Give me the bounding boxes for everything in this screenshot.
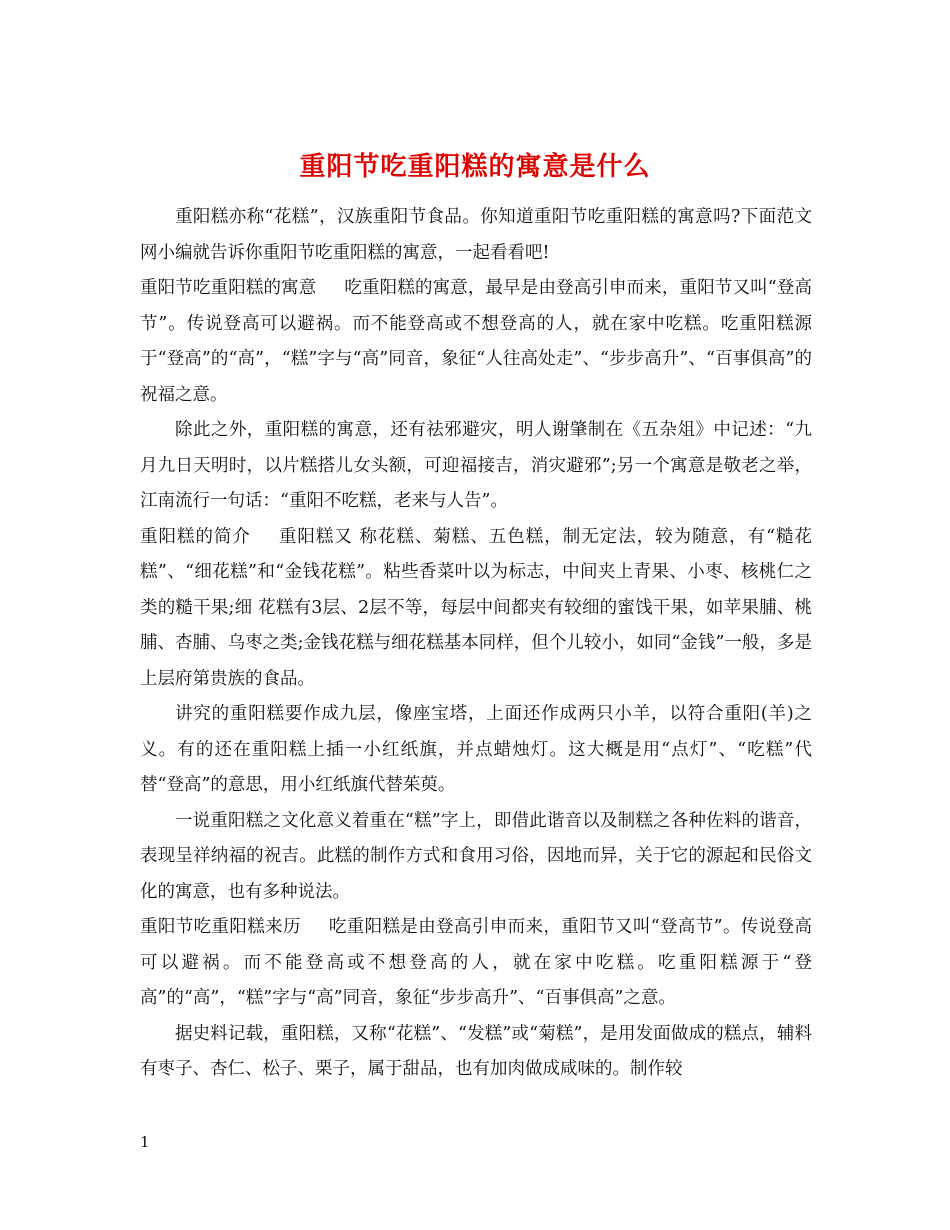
paragraph-text: 据史料记载，重阳糕，又称“花糕”、“发糕”或“菊糕”，是用发面做成的糕点，辅料有枣子、杏仁、松子、栗子，属于甜品，也有加肉做成咸味的。制作较 [140, 1023, 812, 1079]
page-title: 重阳节吃重阳糕的寓意是什么 [299, 152, 651, 183]
paragraph-text: 吃重阳糕是由登高引申而来，重阳节又叫“登高节”。传说登高可以避祸。而不能登高或不想登高的人，就在家中吃糕。吃重阳糕源于“登高”的“高”，“糕”字与“高”同音，象征“步步高升”、“百事俱高”之意。 [140, 917, 812, 1008]
section-heading: 重阳节吃重阳糕的寓意 [140, 278, 317, 298]
section-meaning [140, 271, 812, 413]
section-origin [140, 910, 812, 1017]
paragraph-text: 重阳糕亦称“花糕”，汉族重阳节食品。你知道重阳节吃重阳糕的寓意吗?下面范文网小编就告诉你重阳节吃重阳糕的寓意，一起看看吧! [140, 207, 812, 263]
paragraph-nine-layers [140, 697, 812, 804]
paragraph-text: 吃重阳糕的寓意，最早是由登高引申而来，重阳节又叫“登高节”。传说登高可以避祸。而不能登高或不想登高的人，就在家中吃糕。吃重阳糕源于“登高”的“高”，“糕”字与“高”同音，象征“人往高处走”、“步步高升”、“百事俱高”的祝福之意。 [140, 278, 812, 405]
paragraph-text: 重阳糕又 称花糕、菊糕、五色糕，制无定法，较为随意，有“糙花糕”、“细花糕”和“金钱花糕”。粘些香菜叶以为标志，中间夹上青果、小枣、核桃仁之类的糙干果;细 花糕有3层、2层不等，每层中间都夹有较细的蜜饯干果，如苹果脯、桃脯、杏脯、乌枣之类;金钱花糕与细花糕基本同样，但个儿较小，如同“金钱”一般，多是 上层府第贵族的食品。 [140, 526, 813, 689]
paragraph-text: 一说重阳糕之文化意义着重在“糕”字上，即借此谐音以及制糕之各种佐料的谐音，表现呈祥纳福的祝吉。此糕的制作方式和食用习俗，因地而异，关于它的源起和民俗文化的寓意，也有多种说法。 [140, 810, 812, 902]
section-introduction [140, 520, 812, 698]
paragraph-cultural-meaning [140, 804, 812, 911]
section-heading: 重阳节吃重阳糕来历 [140, 917, 301, 937]
paragraph-historical-records [140, 1017, 812, 1088]
paragraph-text: 除此之外，重阳糕的寓意，还有祛邪避灾，明人谢肇制在《五杂俎》中记述：“九月九日天明时，以片糕搭儿女头额，可迎福接吉，消灾避邪”;另一个寓意是敬老之举，江南流行一句话：“重阳不吃糕，老来与人告”。 [140, 420, 812, 511]
paragraph-ward-off-evil [140, 413, 812, 520]
page-number: 1 [140, 1133, 150, 1151]
article-body [140, 200, 812, 1088]
section-heading: 重阳糕的简介 [140, 526, 251, 547]
paragraph-intro [140, 200, 812, 271]
paragraph-text: 讲究的重阳糕要作成九层，像座宝塔，上面还作成两只小羊，以符合重阳(羊)之义。有的还在重阳糕上插一小红纸旗，并点蜡烛灯。这大概是用“点灯”、“吃糕”代替“登高”的意思，用小红纸旗代替茱萸。 [140, 704, 812, 795]
